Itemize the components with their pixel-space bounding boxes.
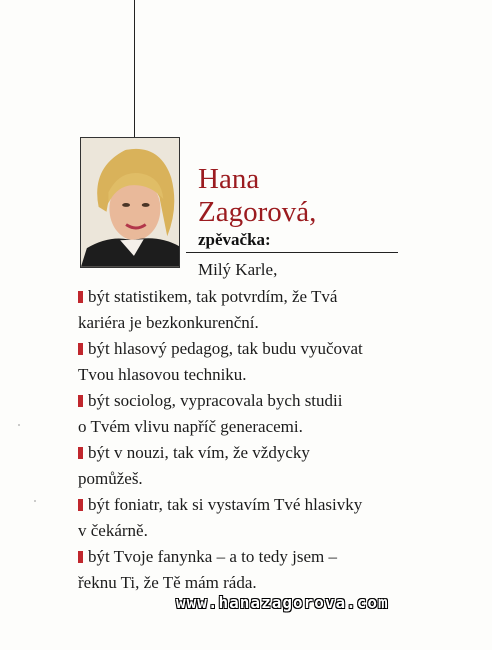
- item-text: být v nouzi, tak vím, že vždycky: [88, 443, 310, 462]
- letter-item: [78, 492, 378, 544]
- item-text-cont: pomůžeš.: [78, 469, 143, 488]
- name-first: Hana: [198, 163, 260, 195]
- vertical-rule: [134, 0, 135, 137]
- letter-item: [78, 336, 378, 388]
- website-watermark: www.hanazagorova.com: [176, 593, 389, 612]
- item-text-cont: o Tvém vlivu napříč generacemi.: [78, 417, 303, 436]
- bullet-icon: [78, 395, 83, 407]
- item-text: být hlasový pedagog, tak budu vyučovat: [88, 339, 363, 358]
- item-text-cont: Tvou hlasovou techniku.: [78, 365, 247, 384]
- person-role: zpěvačka:: [198, 230, 271, 249]
- bullet-icon: [78, 551, 83, 563]
- letter-greeting: Milý Karle,: [198, 260, 278, 279]
- bullet-icon: [78, 499, 83, 511]
- item-text-cont: v čekárně.: [78, 521, 148, 540]
- letter-item: [78, 544, 378, 596]
- letter-item: [78, 284, 378, 336]
- portrait-illustration: [81, 138, 179, 267]
- speck-dot: [18, 424, 20, 426]
- item-text-cont: řeknu Ti, že Tě mám ráda.: [78, 573, 257, 592]
- item-text: být foniatr, tak si vystavím Tvé hlasivky: [88, 495, 363, 514]
- letter-body: [78, 284, 378, 596]
- portrait-photo: [80, 137, 180, 268]
- horizontal-rule: [186, 252, 398, 253]
- bullet-icon: [78, 291, 83, 303]
- bullet-icon: [78, 343, 83, 355]
- letter-item: [78, 440, 378, 492]
- item-text-cont: kariéra je bezkonkurenční.: [78, 313, 259, 332]
- item-text: být statistikem, tak potvrdím, že Tvá: [88, 287, 338, 306]
- speck-dot: [34, 500, 36, 502]
- bullet-icon: [78, 447, 83, 459]
- item-text: být sociolog, vypracovala bych studii: [88, 391, 343, 410]
- person-name: [198, 163, 316, 229]
- name-last: Zagorová,: [198, 196, 317, 228]
- item-text: být Tvoje fanynka – a to tedy jsem –: [88, 547, 337, 566]
- letter-item: [78, 388, 378, 440]
